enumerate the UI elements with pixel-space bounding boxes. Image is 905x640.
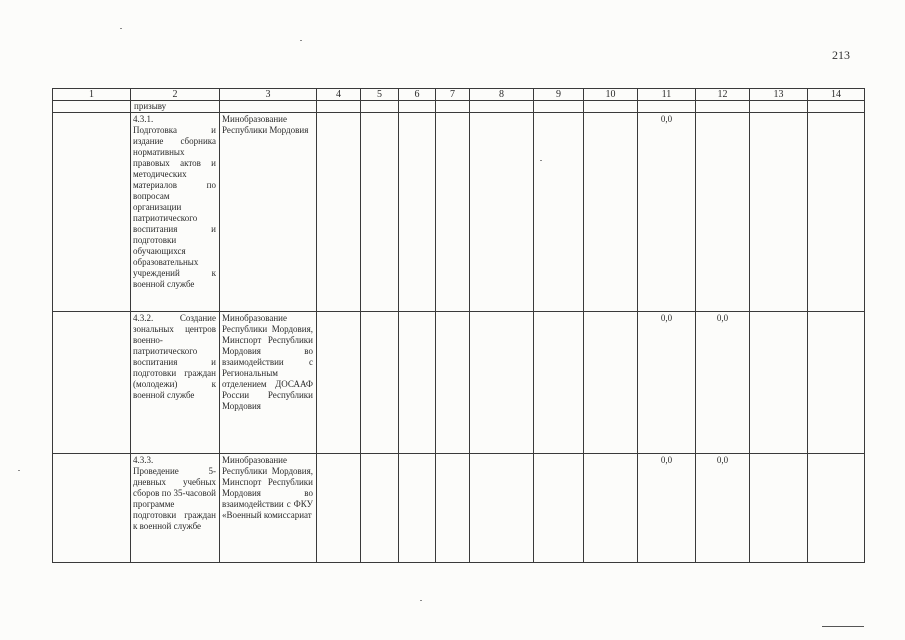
column-number-row [53, 89, 865, 101]
value-col12 [696, 113, 749, 114]
value-col11: 0,0 [660, 114, 673, 124]
column-number: 6 [399, 89, 436, 101]
table-row [53, 454, 865, 563]
executor: Минобразование Республики Мордовия [222, 114, 309, 135]
measure-name: 4.3.2. Создание зональных центров военно-патриотического воспитания и подготовки граждан (молодежи) к военной службе [133, 313, 216, 400]
column-number: 2 [131, 89, 220, 101]
column-number: 10 [584, 89, 638, 101]
table-row [53, 113, 865, 312]
column-number: 12 [696, 89, 750, 101]
column-number: 9 [534, 89, 584, 101]
column-number: 11 [638, 89, 696, 101]
column-number: 1 [53, 89, 131, 101]
value-col11: 0,0 [660, 313, 673, 323]
executor: Минобразование Республики Мордовия, Минспорт Республики Мордовия во взаимодействии с Региональным отделением ДОСААФ России Республики Мордовия [222, 313, 313, 411]
executor: Минобразование Республики Мордовия, Минспорт Республики Мордовия во взаимодействии с ФКУ «Военный комиссариат [222, 455, 313, 520]
program-table [52, 88, 865, 563]
scan-speck [300, 40, 302, 41]
page-number: 213 [832, 48, 850, 62]
column-number: 13 [750, 89, 808, 101]
measure-name: 4.3.3. Проведение 5-дневных учебных сборов по 35-часовой программе подготовки граждан к военной службе [133, 455, 216, 531]
column-number: 14 [808, 89, 865, 101]
scan-mark [822, 626, 864, 627]
measure-name: 4.3.1. Подготовка и издание сборника нормативных правовых актов и методических материалов по вопросам организации патриотического воспитания и подготовки обучающихся образовательных учреждений к военной службе [133, 114, 216, 289]
column-number: 3 [220, 89, 317, 101]
scan-speck [120, 28, 122, 29]
column-number: 7 [436, 89, 470, 101]
column-number: 8 [470, 89, 534, 101]
scan-speck [18, 470, 20, 471]
scan-speck [420, 600, 422, 601]
column-number: 4 [317, 89, 361, 101]
value-col11: 0,0 [660, 455, 673, 465]
table-row [53, 312, 865, 454]
column-number: 5 [361, 89, 399, 101]
continuation-row [53, 101, 865, 113]
scan-speck [540, 160, 542, 161]
continuation-text: призыву [131, 101, 220, 113]
value-col12: 0,0 [716, 455, 729, 465]
value-col12: 0,0 [716, 313, 729, 323]
